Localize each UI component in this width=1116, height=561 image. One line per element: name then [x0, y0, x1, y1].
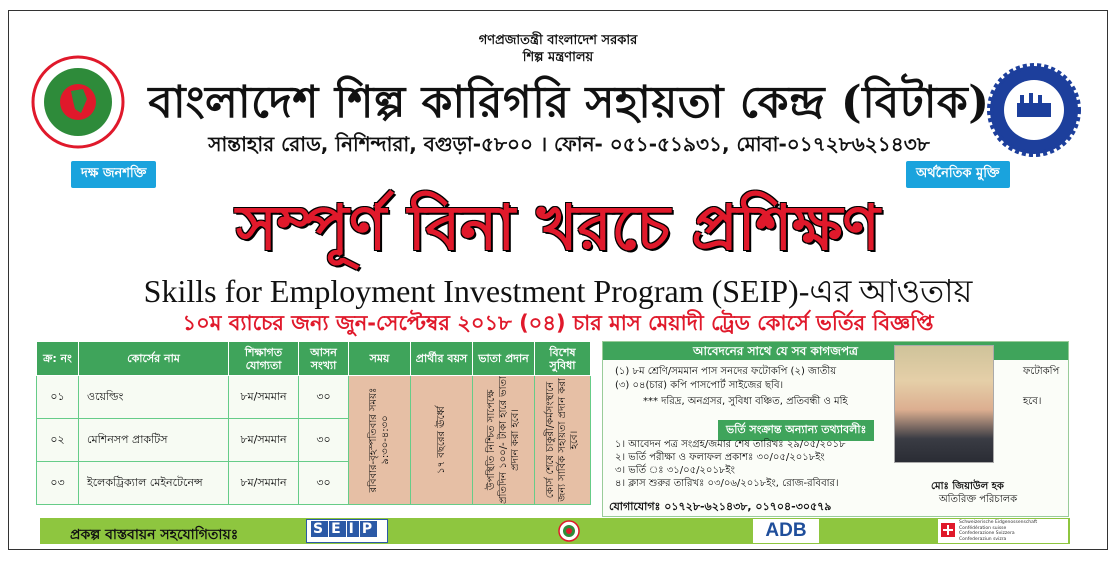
benefit-text: কোর্স শেষে চাকুরী/কর্মসংস্থানে জন্য সার্বিক সহায়তা প্রদান করা হবে।	[544, 378, 580, 502]
row-seats: ৩০	[299, 419, 349, 462]
documents-line-1b: ফটোকপি	[1023, 366, 1060, 377]
documents-line-3: *** দরিদ্র, অনগ্রসর, সুবিধা বঞ্চিত, প্রতিবন্ধী ও মহি	[643, 396, 848, 407]
time-cell	[349, 376, 411, 505]
partner-footer	[40, 518, 1070, 544]
ministry-line: শিল্প মন্ত্রণালয়	[522, 50, 594, 65]
director-photo	[894, 345, 994, 463]
col-benefit: বিশেষ সুবিধা	[535, 342, 591, 376]
col-time: সময়	[349, 342, 411, 376]
row-course: মেশিনসপ প্রাকটিস	[79, 419, 229, 462]
swiss-line: Confederaziun svizra	[959, 536, 1007, 542]
admission-info-title: ভর্তি সংক্রান্ত অন্যান্য তথ্যাবলীঃ	[718, 420, 874, 441]
age-cell	[411, 376, 473, 505]
partner-label: প্রকল্প বাস্তবায়ন সহযোগিতায়ঃ	[70, 527, 239, 543]
row-serial: ০২	[37, 419, 79, 462]
swiss-line: Confederazione Svizzera	[959, 531, 1015, 536]
seip-logo-letters	[311, 521, 378, 537]
swiss-line: Confédération suisse	[959, 525, 1007, 531]
seip-logo	[306, 519, 388, 543]
bitac-gear-icon	[987, 63, 1081, 157]
admission-item: ২। ভর্তি পরীক্ষা ও ফলাফল প্রকাশঃ ৩০/০৫/২০১৮ইং	[615, 452, 825, 463]
seip-letter: E	[331, 521, 344, 537]
documents-title: আবেদনের সাথে যে সব কাগজপত্র	[603, 342, 1068, 360]
col-allowance: ভাতা প্রদান	[473, 342, 535, 376]
program-name: Skills for Employment Investment Program (SEIP)-এর আওতায়	[143, 273, 973, 309]
row-qualification: ৮ম/সমমান	[229, 462, 299, 505]
admission-item: ৩। ভর্তি ঃ ৩১/০৫/২০১৮ইং	[615, 465, 735, 476]
government-line: গণপ্রজাতন্ত্রী বাংলাদেশ সরকার	[478, 33, 638, 48]
admission-item: ১। আবেদন পত্র সংগ্রহ/জমার শেষ তারিখঃ ২৯/০৫/২০১৮	[615, 439, 846, 450]
course-table	[36, 341, 591, 505]
government-seal-icon	[31, 55, 125, 149]
allowance-cell	[473, 376, 535, 505]
row-course: ইলেকট্রিক্যাল মেইনটেনেন্স	[79, 462, 229, 505]
seip-letter: S	[313, 521, 327, 537]
contact-line: যোগাযোগঃ ০১৭২৮-৬২১৪৩৮, ০১৭০৪-৩০৫৭৯	[609, 500, 832, 513]
col-qualification: শিক্ষাগত যোগ্যতা	[229, 342, 299, 376]
free-training-headline: সম্পূর্ণ বিনা খরচে প্রশিক্ষণ	[236, 191, 880, 264]
row-seats: ৩০	[299, 376, 349, 419]
col-seats: আসন সংখ্যা	[299, 342, 349, 376]
row-seats: ৩০	[299, 462, 349, 505]
swiss-line: Schweizerische Eidgenossenschaft	[959, 520, 1038, 525]
table-row	[37, 376, 591, 419]
swiss-text	[959, 520, 1037, 542]
row-serial: ০৩	[37, 462, 79, 505]
documents-line-3b: হবে।	[1023, 396, 1042, 407]
skilled-manpower-badge: দক্ষ জনশক্তি	[71, 161, 156, 188]
col-serial: ক্র: নং	[37, 342, 79, 376]
economic-freedom-badge: অর্থনৈতিক মুক্তি	[906, 161, 1010, 188]
swiss-flag-icon	[941, 523, 955, 537]
row-qualification: ৮ম/সমমান	[229, 419, 299, 462]
col-age: প্রার্থীর বয়স	[411, 342, 473, 376]
col-course-name: কোর্সের নাম	[79, 342, 229, 376]
table-header-row	[37, 342, 591, 376]
signer-title: অতিরিক্ত পরিচালক	[939, 494, 1018, 505]
documents-line-1: (১) ৮ম শ্রেণি/সমমান পাস সনদের ফটোকপি (২) জাতীয়	[615, 366, 837, 377]
allowance-text: উপস্থিতি নিশ্চিত সাপেক্ষে প্রতিদিন ১০০/- টাকা হারে ভাতা প্রদান করা হবে।	[485, 376, 521, 504]
benefit-cell	[535, 376, 591, 505]
age-text: ১৭ বছরের ঊর্ধ্বে	[435, 406, 447, 474]
time-text: রবিবার-বৃহস্পতিবার সময়ঃ ৯:৩০-৪:৩০	[367, 387, 391, 493]
swiss-confederation-logo	[938, 519, 1068, 543]
batch-notice: ১০ম ব্যাচের জন্য জুন-সেপ্টেম্বর ২০১৮ (০৪) চার মাস মেয়াদী ট্রেড কোর্সে ভর্তির বিজ্ঞপ্তি	[182, 311, 934, 335]
admission-item: ৪। ক্লাস শুরুর তারিখঃ ০৩/০৬/২০১৮ইং, রোজ-রবিবার।	[615, 478, 839, 489]
documents-line-2: (৩) ০৪(চার) কপি পাসপোর্ট সাইজের ছবি।	[615, 380, 784, 391]
seip-letter: I	[348, 521, 357, 537]
seip-letter: P	[361, 521, 376, 537]
bangladesh-seal-icon	[558, 520, 580, 542]
organization-name: বাংলাদেশ শিল্প কারিগরি সহায়তা কেন্দ্র (বিটাক)	[148, 77, 990, 128]
row-course: ওয়েল্ডিং	[79, 376, 229, 419]
adb-logo: ADB	[753, 519, 819, 543]
signer-name: মোঃ জিয়াউল হক	[931, 481, 1004, 492]
row-qualification: ৮ম/সমমান	[229, 376, 299, 419]
row-serial: ০১	[37, 376, 79, 419]
advertisement-frame	[8, 10, 1108, 550]
address-line: সান্তাহার রোড, নিশিন্দারা, বগুড়া-৫৮০০ । ফোন- ০৫১-৫১৯৩১, মোবা-০১৭২৮৬২১৪৩৮	[208, 132, 930, 156]
